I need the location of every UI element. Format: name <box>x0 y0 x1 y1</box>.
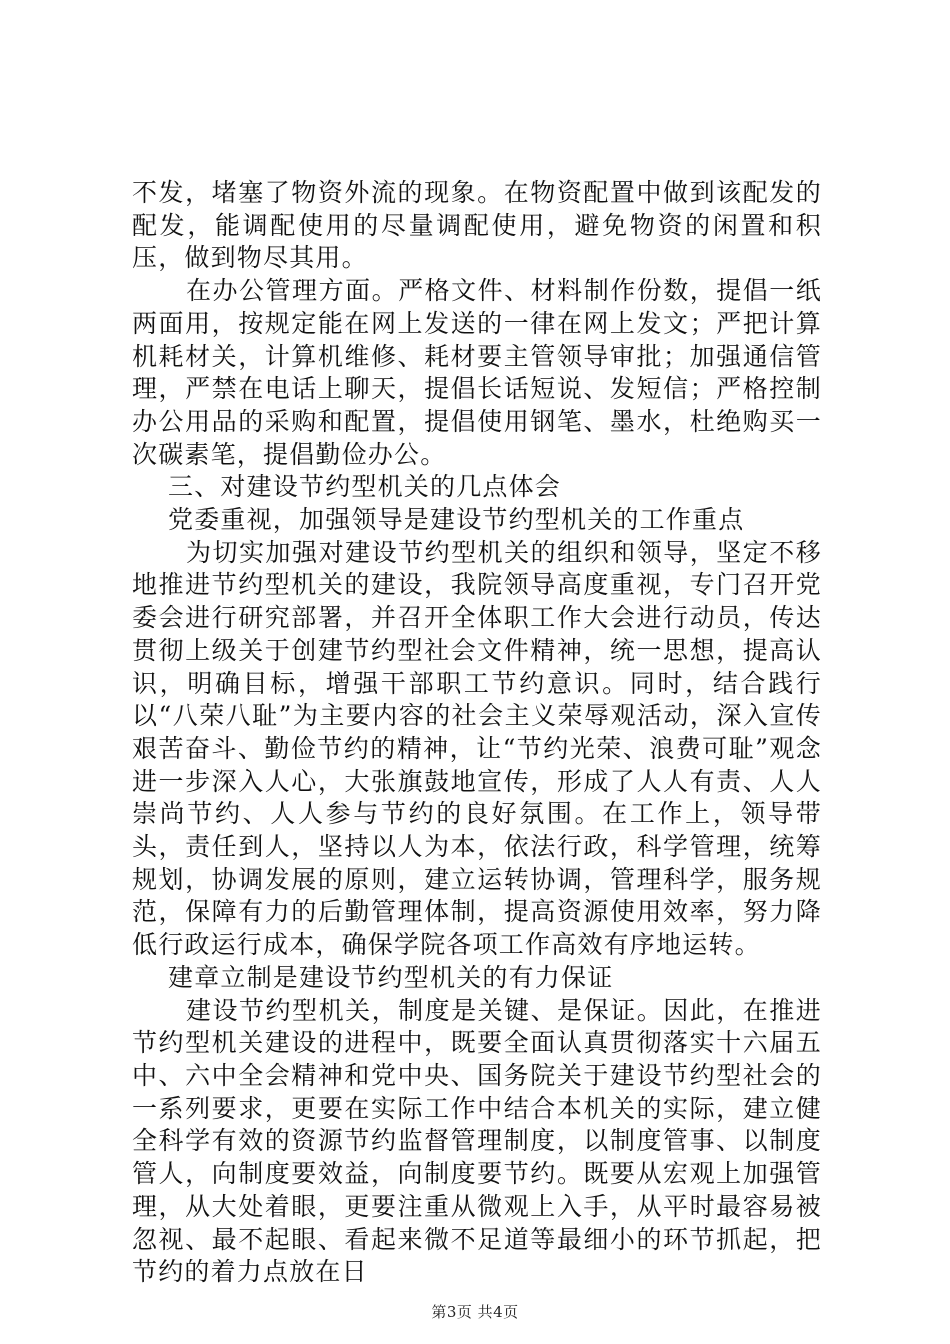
subheading-regulations: 建章立制是建设节约型机关的有力保证 <box>168 962 614 992</box>
paragraph-regulations: 建设节约型机关，制度是关键、是保证。因此，在推进节约型机关建设的进程中，既要全面认真贯彻落实十六届五中、六中全会精神和党中央、国务院关于建设节约型社会的一系列要求，更要在实际工作中结合本机关的实际，建立健全科学有效的资源节约监督管理制度，以制度管事、以制度管人，向制度要效益，向制度要节约。既要从宏观上加强管理，从大处着眼，更要注重从微观上入手，从平时最容易被忽视、最不起眼、看起来微不足道等最细小的环节抓起，把节约的着力点放在日 <box>132 995 822 1287</box>
page-footer: 第3页 共4页 <box>431 1303 519 1321</box>
subheading-party-leadership: 党委重视，加强领导是建设节约型机关的工作重点 <box>168 505 745 535</box>
section-heading: 三、对建设节约型机关的几点体会 <box>168 472 562 502</box>
paragraph-continuation: 不发，堵塞了物资外流的现象。在物资配置中做到该配发的配发，能调配使用的尽量调配使用，避免物资的闲置和积压，做到物尽其用。 <box>132 178 822 273</box>
paragraph-leadership: 为切实加强对建设节约型机关的组织和领导，坚定不移地推进节约型机关的建设，我院领导高度重视，专门召开党委会进行研究部署，并召开全体职工作大会进行动员，传达贯彻上级关于创建节约型社会文件精神，统一思想，提高认识，明确目标，增强干部职工节约意识。同时，结合践行以“八荣八耻”为主要内容的社会主义荣辱观活动，深入宣传艰苦奋斗、勤俭节约的精神，让“节约光荣、浪费可耻”观念进一步深入人心，大张旗鼓地宣传，形成了人人有责、人人崇尚节约、人人参与节约的良好氛围。在工作上，领导带头，责任到人，坚持以人为本，依法行政，科学管理，统筹规划，协调发展的原则，建立运转协调，管理科学，服务规范，保障有力的后勤管理体制，提高资源使用效率，努力降低行政运行成本，确保学院各项工作高效有序地运转。 <box>132 537 822 960</box>
paragraph-office-management: 在办公管理方面。严格文件、材料制作份数，提倡一纸两面用，按规定能在网上发送的一律在网上发文；严把计算机耗材关，计算机维修、耗材要主管领导审批；加强通信管理，严禁在电话上聊天，提倡长话短说、发短信；严格控制办公用品的采购和配置，提倡使用钢笔、墨水，杜绝购买一次碳素笔，提倡勤俭办公。 <box>132 276 822 469</box>
document-body <box>132 177 822 1289</box>
